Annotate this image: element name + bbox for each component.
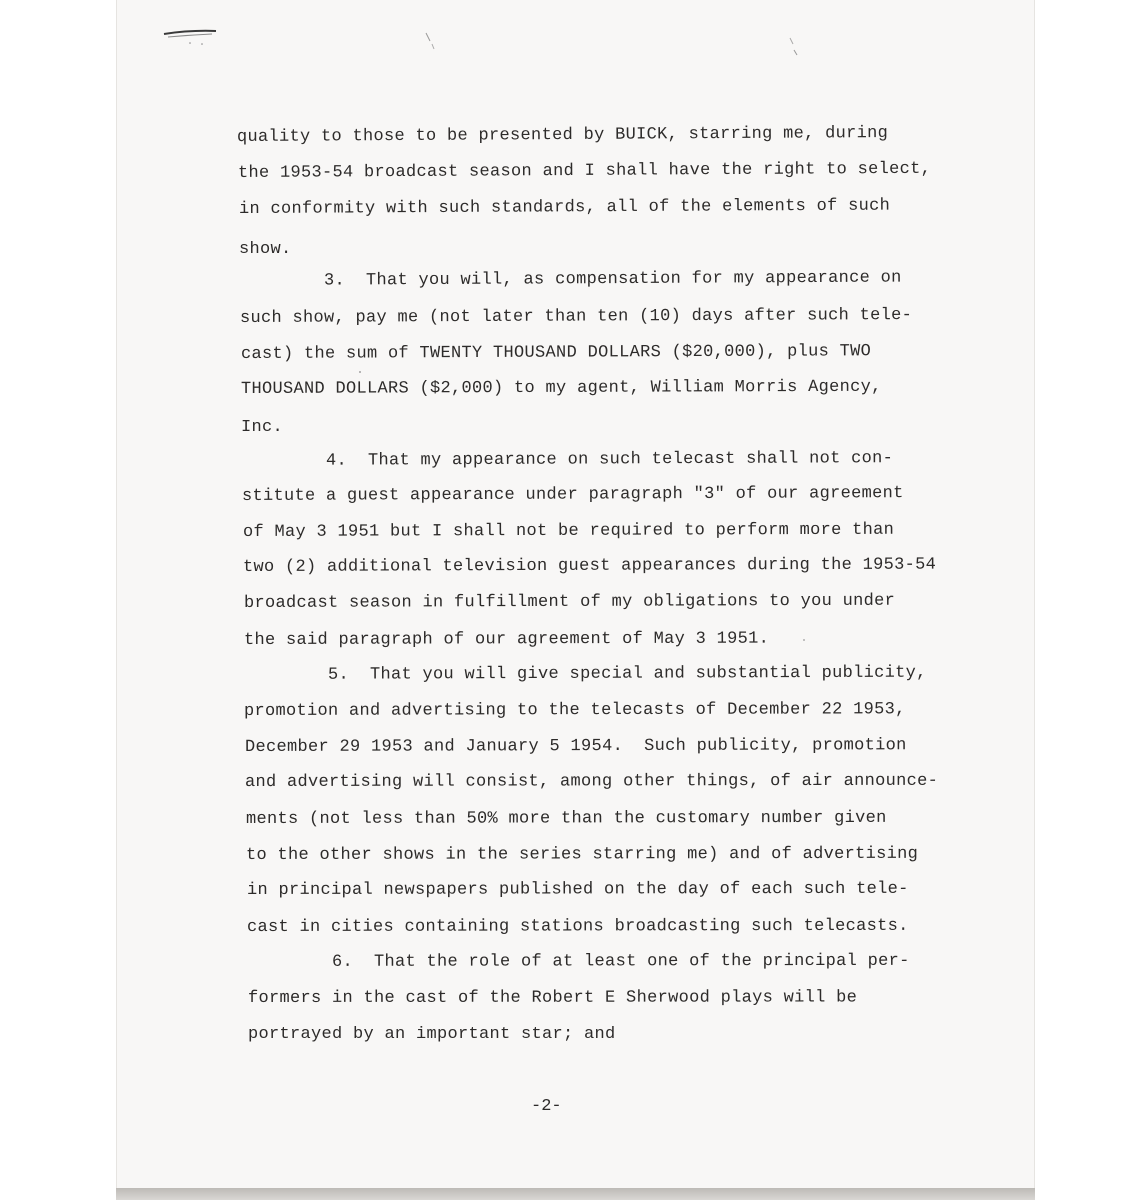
text-line: 6. That the role of at least one of the principal per- (247, 951, 910, 972)
text-line: THOUSAND DOLLARS ($2,000) to my agent, William Morris Agency, (240, 377, 882, 399)
text-line: two (2) additional television guest appearances during the 1953-54 (242, 555, 937, 577)
text-line: in conformity with such standards, all of the elements of such (238, 196, 891, 219)
text-line: the said paragraph of our agreement of May 3 1951. (243, 629, 770, 650)
text-line: stitute a guest appearance under paragraph "3" of our agreement (241, 484, 904, 506)
text-line: cast in cities containing stations broadcasting such telecasts. (246, 916, 909, 937)
text-line: cast) the sum of TWENTY THOUSAND DOLLARS ($20,000), plus TWO (240, 342, 872, 364)
text-line: 4. That my appearance on such telecast shall not con- (241, 449, 894, 471)
page-number: -2- (531, 1097, 562, 1116)
text-line: portrayed by an important star; and (248, 1025, 616, 1044)
text-line: of May 3 1951 but I shall not be required to perform more than (242, 520, 895, 542)
text-line: Inc. (241, 418, 284, 437)
text-line: 3. That you will, as compensation for my appearance on (239, 268, 902, 291)
text-line: such show, pay me (not later than ten (10) days after such tele- (239, 306, 913, 328)
text-line: promotion and advertising to the telecasts of December 22 1953, (243, 700, 906, 721)
text-line: the 1953-54 broadcast season and I shall have the right to select, (237, 159, 932, 183)
text-line: broadcast season in fulfillment of my obligations to you under (243, 591, 896, 613)
text-line: and advertising will consist, among other things, of air announce- (244, 771, 939, 792)
text-line: ments (not less than 50% more than the customary number given (245, 808, 887, 829)
text-line: quality to those to be presented by BUICK, starring me, during (236, 124, 889, 147)
text-line: to the other shows in the series starring me) and of advertising (245, 844, 919, 865)
text-line: December 29 1953 and January 5 1954. Such publicity, promotion (244, 736, 907, 757)
text-line: show. (239, 240, 292, 259)
text-line: formers in the cast of the Robert E Sherwood plays will be (247, 988, 858, 1008)
text-line: 5. That you will give special and substantial publicity, (243, 663, 927, 685)
text-line: in principal newspapers published on the day of each such tele- (246, 879, 909, 900)
